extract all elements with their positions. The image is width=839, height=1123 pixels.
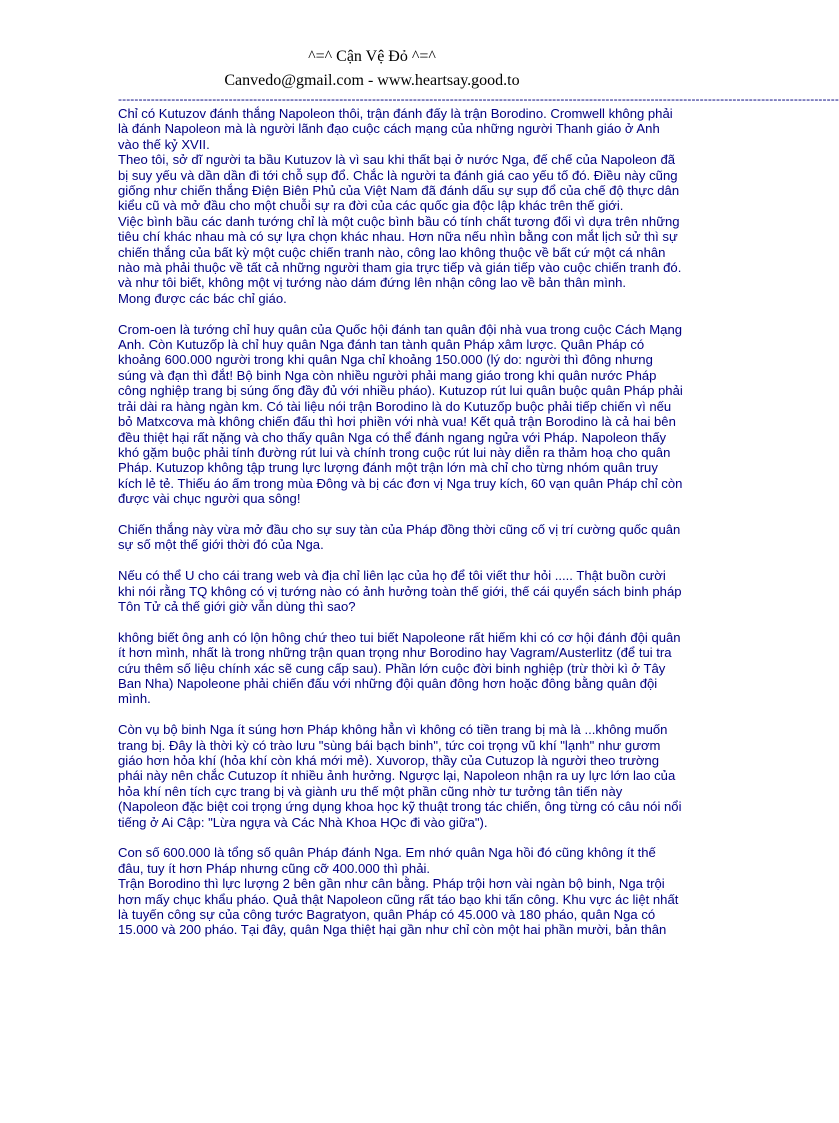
paragraph-10: Trận Borodino thì lực lượng 2 bên gần như cân bằng. Pháp trội hơn vài ngàn bộ binh, Nga trội hơn mấy chục khẩu pháo. Quả thật Napoleon cũng rất táo bạo khi tấn công. Khu vực ác liệt nhất là tuyến công sự của công tước Bagratyon, quân Pháp có 45.000 và 180 pháo, quân Nga có 15.000 và 200 pháo. Tại đây, quân Nga thiệt hại gần như chỉ còn một hai phần mười, bản thân (118, 876, 679, 938)
paragraph-1: Chỉ có Kutuzov đánh thắng Napoleon thôi, trận đánh đấy là trận Borodino. Cromwell không phải là đánh Napoleon mà là người lãnh đạo cuộc cách mạng của những người Thanh giáo ở Anh vào thế kỷ XVII. (118, 106, 673, 152)
contact-line: Canvedo@gmail.com - www.heartsay.good.to (224, 72, 520, 89)
article-body (118, 106, 704, 938)
dashed-divider: -------------------------------------------------------------------------------------------------------------------------------------------------------------------------------- (118, 92, 839, 106)
paragraph-7: không biết ông anh có lộn hông chứ theo tui biết Napoleone rất hiếm khi có cơ hội đánh đội quân ít hơn mình, nhất là trong những trận quan trọng như Borodino hay Vagram/Austerlitz (để tui tra cứu thêm số liệu chính xác sẽ cung cấp sau). Phần lớn cuộc đời binh nghiệp (trừ thời kì ở Tây Ban Nha) Napoleone phải chiến đấu với những đội quân đông hơn hoặc đông bằng quân đội mình. (118, 629, 681, 707)
paragraph-4: Crom-oen là tướng chỉ huy quân của Quốc hội đánh tan quân đội nhà vua trong cuộc Cách Mạng Anh. Còn Kutuzốp là chỉ huy quân Nga đánh tan tành quân Pháp xâm lược. Quân Pháp có khoảng 600.000 người trong khi quân Nga chỉ khoảng 150.000 (lý do: người thì đông nhưng súng và đạn thì đắt! Bộ binh Nga còn nhiều người phải mang giáo trong khi quân nước Pháp công nghiệp trang bị súng ống đầy đủ với nhiều pháo). Kutuzop rút lui quân buộc quân Pháp phải trải dài ra hàng ngàn km. Có tài liệu nói trận Borodino là do Kutuzốp buộc phải tiếp chiến vì nếu bỏ Matxcơva mà không chiến đấu thì hơi phiền với nhà vua! Kết quả trận Borodino là cả hai bên đều thiệt hại rất nặng và cho thấy quân Nga có thể đánh ngang ngửa với Pháp. Napoleon thấy khó gặm buộc phải tính đường rút lui và chính trong cuộc rút lui này diễn ra thảm hoạ cho quân Pháp. Kutuzop không tập trung lực lượng đánh một trận lớn mà chỉ cho từng nhóm quân truy kích lẻ tẻ. Thiếu áo ấm trong mùa Đông và bị các đơn vị Nga truy kích, 60 vạn quân Pháp chỉ còn được vài chục người qua sông! (118, 321, 683, 507)
site-title: ^=^ Cận Vệ Đỏ ^=^ (308, 48, 436, 65)
paragraph-3: Việc bình bầu các danh tướng chỉ là một cuộc bình bầu có tính chất tương đối vì dựa trên những tiêu chí khác nhau mà có sự lựa chọn khác nhau. Hơn nữa nếu nhìn bằng con mắt lịch sử thì sự chiến thắng của bất kỳ một cuộc chiến tranh nào, công lao không thuộc về bất cứ một cá nhân nào mà phải thuộc về tất cả những người tham gia trực tiếp và gián tiếp vào cuộc chiến tranh đó. và như tôi biết, không một vị tướng nào dám đứng lên nhận công lao về bản thân mình. Mong được các bác chỉ giáo. (118, 213, 682, 306)
paragraph-5: Chiến thắng này vừa mở đầu cho sự suy tàn của Pháp đồng thời cũng cố vị trí cường quốc quân sự số một thế giới thời đó của Nga. (118, 521, 681, 553)
paragraph-6: Nếu có thể U cho cái trang web và địa chỉ liên lạc của họ để tôi viết thư hỏi ..... Thật buồn cười khi nói rằng TQ không có vị tướng nào có ảnh hưởng toàn thế giới, thế cái quyển sách binh pháp Tôn Tử cả thế giới giờ vẫn dùng thì sao? (118, 568, 682, 614)
paragraph-9: Con số 600.000 là tổng số quân Pháp đánh Nga. Em nhớ quân Nga hồi đó cũng không ít thế đâu, tuy ít hơn Pháp nhưng cũng cỡ 400.000 thì phải. (118, 845, 656, 876)
paragraph-2: Theo tôi, sở dĩ người ta bầu Kutuzov là vì sau khi thất bại ở nước Nga, đế chế của Napoleon đã bị suy yếu và dần dần đi tới chỗ sụp đổ. Chắc là người ta đánh giá cao yếu tố đó. Điều này cũng giống như chiến thắng Điện Biên Phủ của Việt Nam đã đánh dấu sự sụp đổ của chế độ thực dân kiểu cũ và mở đầu cho một chuỗi sự ra đời của các quốc gia độc lập khác trên thế giới. (118, 152, 680, 214)
paragraph-8: Còn vụ bộ binh Nga ít súng hơn Pháp không hẳn vì không có tiền trang bị mà là ...không muốn trang bị. Đây là thời kỳ có trào lưu "sùng bái bạch binh", tức coi trọng vũ khí "lạnh" như gươm giáo hơn hỏa khí (hỏa khí còn khá mới mẻ). Xuvorop, thầy của Cutuzop là người theo trường phái này nên chắc Cutuzop ít nhiều ảnh hưởng. Ngược lại, Napoleon nhận ra uy lực lớn lao của hỏa khí nên tích cực trang bị và giành ưu thế một phần cũng nhờ tư tưởng tân tiến này (Napoleon đặc biệt coi trọng ứng dụng khoa học kỹ thuật trong tác chiến, ông từng có câu nói nổi tiếng ở Ai Cập: "Lừa ngựa và Các Nhà Khoa HỌc đi vào giữa"). (118, 722, 682, 830)
